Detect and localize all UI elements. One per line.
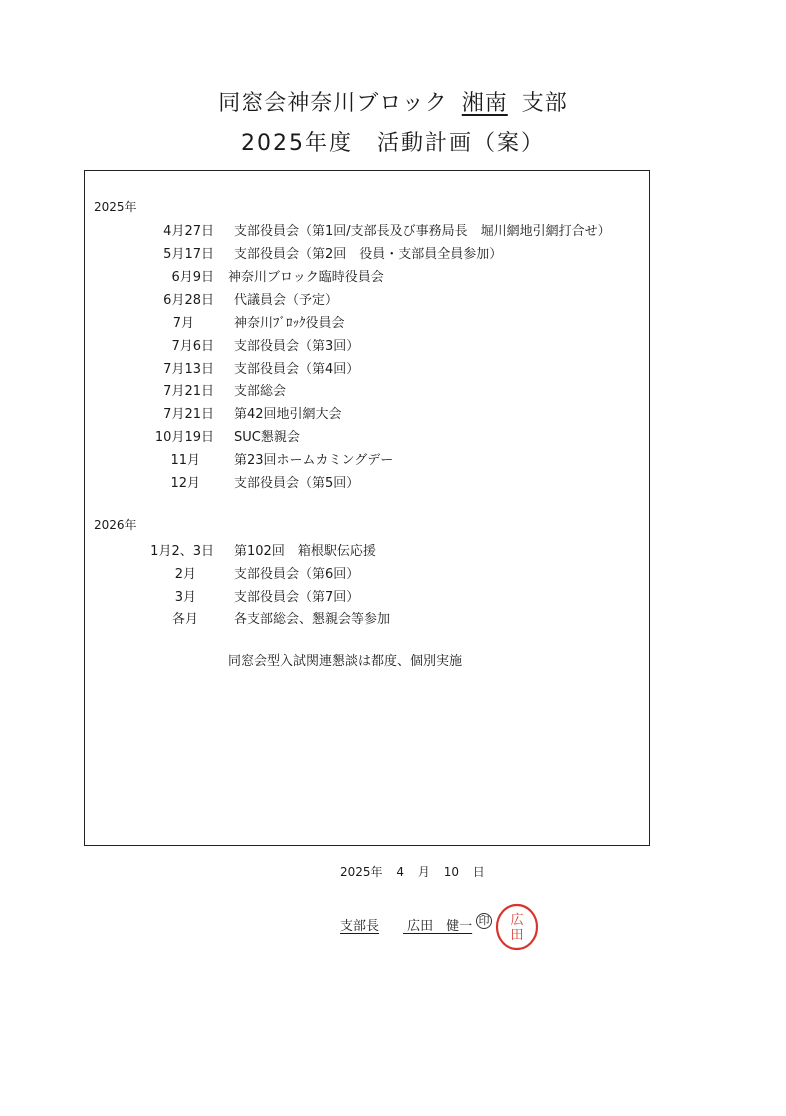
signer-name: 広田 健一 (407, 919, 473, 934)
year-label-2026: 2026年 (94, 518, 137, 532)
branch-name: 湘南 (461, 91, 508, 116)
event-date: 11月 (170, 453, 200, 468)
event-text: 支部役員会（第2回 役員・支部員全員参加） (234, 247, 503, 262)
hanko-seal-icon (494, 902, 540, 952)
event-text: 支部役員会（第5回） (234, 476, 360, 491)
event-row (0, 563, 786, 583)
event-date: 7月 (172, 316, 194, 331)
event-text: 神奈川ﾌﾞﾛｯｸ役員会 (234, 316, 345, 331)
note-text: 同窓会型入試関連懇談は都度、個別実施 (228, 654, 463, 669)
event-row (0, 426, 786, 446)
event-text: 支部役員会（第4回） (234, 362, 360, 377)
event-row (0, 449, 786, 469)
event-date: 1月2、3日 (150, 544, 214, 559)
title-suffix: 支部 (521, 91, 568, 116)
event-row (0, 472, 786, 492)
event-row (0, 358, 786, 378)
seal-text: 広田 (510, 913, 524, 943)
event-date: 各月 (171, 612, 198, 627)
event-date: 4月27日 (163, 224, 214, 239)
event-date: 7月21日 (163, 407, 214, 422)
event-text: 第23回ホームカミングデー (234, 453, 394, 468)
document-subtitle: 2025年度 活動計画（案） (241, 131, 545, 156)
event-date: 2月 (174, 567, 196, 582)
event-row (0, 312, 786, 332)
year-label-2025: 2025年 (94, 200, 137, 214)
event-date: 12月 (170, 476, 200, 491)
event-text: 各支部総会、懇親会等参加 (234, 612, 391, 627)
document-date (340, 863, 495, 880)
in-mark-icon: 印 (476, 913, 492, 929)
title-prefix: 同窓会神奈川ブロック (218, 91, 448, 116)
event-text: 第42回地引網大会 (234, 407, 342, 422)
event-date: 7月13日 (163, 362, 214, 377)
event-row (0, 289, 786, 309)
event-text: 支部役員会（第6回） (234, 567, 360, 582)
event-date: 6月28日 (163, 293, 214, 308)
signer-role: 支部長 (340, 919, 380, 934)
date-month-num: 4 (396, 865, 405, 879)
date-year: 2025年 (340, 865, 383, 879)
event-date: 6月9日 (171, 270, 214, 285)
event-row (0, 540, 786, 560)
date-month-unit: 月 (417, 865, 430, 879)
event-date: 3月 (174, 590, 196, 605)
event-row (0, 335, 786, 355)
signature-line (340, 915, 496, 934)
event-row (0, 380, 786, 400)
event-row (0, 243, 786, 263)
event-text: 神奈川ブロック臨時役員会 (228, 270, 384, 285)
event-row (0, 608, 786, 628)
event-text: 代議員会（予定） (234, 293, 339, 308)
date-day-unit: 日 (472, 865, 485, 879)
event-row (0, 220, 786, 240)
event-text: 支部役員会（第7回） (234, 590, 360, 605)
document-title (0, 86, 786, 117)
event-date: 10月19日 (154, 430, 214, 445)
event-date: 7月6日 (171, 339, 214, 354)
event-text: 支部役員会（第1回/支部長及び事務局長 堀川網地引網打合せ） (234, 224, 611, 239)
event-row (0, 403, 786, 423)
event-date: 5月17日 (163, 247, 214, 262)
event-date: 7月21日 (163, 384, 214, 399)
event-row (0, 266, 786, 286)
date-day-num: 10 (443, 865, 459, 879)
event-text: SUC懇親会 (234, 430, 300, 445)
event-text: 支部総会 (234, 384, 287, 399)
event-text: 支部役員会（第3回） (234, 339, 360, 354)
event-row (0, 586, 786, 606)
event-text: 第102回 箱根駅伝応援 (234, 544, 376, 559)
